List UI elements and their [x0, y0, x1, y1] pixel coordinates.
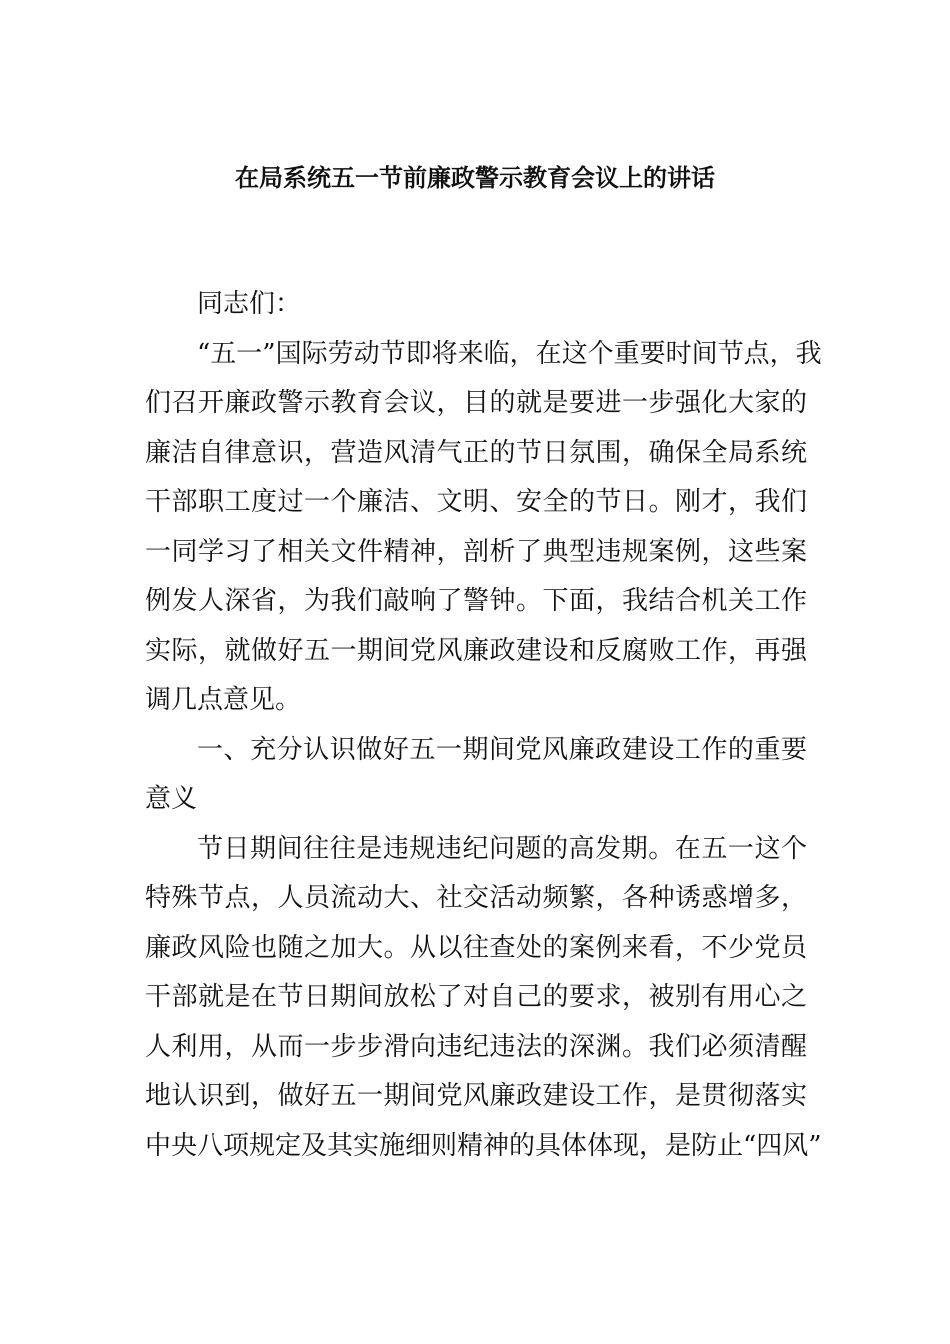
paragraph-2-line-7: 中央八项规定及其实施细则精神的具体体现，是防止“四风” — [145, 1130, 822, 1161]
section-heading-line-1: 一、充分认识做好五一期间党风廉政建设工作的重要 — [197, 734, 807, 765]
paragraph-1-line-6: 例发人深省，为我们敲响了警钟。下面，我结合机关工作 — [145, 586, 807, 616]
paragraph-2-line-5: 人利用，从而一步步滑向违纪违法的深渊。我们必须清醒 — [145, 1031, 807, 1062]
paragraph-2-line-1: 节日期间往往是违规违纪问题的高发期。在五一这个 — [197, 833, 807, 864]
paragraph-2-line-4: 干部就是在节日期间放松了对自己的要求，被别有用心之 — [145, 982, 807, 1012]
paragraph-1-line-2: 们召开廉政警示教育会议，目的就是要进一步强化大家的 — [145, 388, 807, 418]
paragraph-1-line-3: 廉洁自律意识，营造风清气正的节日氛围，确保全局系统 — [145, 437, 807, 468]
paragraph-1-line-4: 干部职工度过一个廉洁、文明、安全的节日。刚才，我们 — [145, 487, 807, 517]
paragraph-2-line-6: 地认识到，做好五一期间党风廉政建设工作，是贯彻落实 — [145, 1081, 807, 1111]
section-heading-line-2: 意义 — [145, 784, 198, 814]
document-body — [145, 280, 822, 1171]
paragraph-1-line-7: 实际，就做好五一期间党风廉政建设和反腐败工作，再强 — [145, 635, 807, 666]
paragraph-1-line-1: “五一”国际劳动节即将来临，在这个重要时间节点，我 — [197, 338, 822, 369]
paragraph-1-line-8: 调几点意见。 — [145, 685, 302, 715]
paragraph-2-line-3: 廉政风险也随之加大。从以往查处的案例来看，不少党员 — [145, 932, 807, 963]
paragraph-2-line-2: 特殊节点，人员流动大、社交活动频繁，各种诱惑增多， — [145, 883, 807, 913]
salutation-line: 同志们： — [197, 289, 302, 319]
paragraph-1-line-5: 一同学习了相关文件精神，剖析了典型违规案例，这些案 — [145, 536, 807, 567]
document-title: 在局系统五一节前廉政警示教育会议上的讲话 — [235, 164, 715, 192]
